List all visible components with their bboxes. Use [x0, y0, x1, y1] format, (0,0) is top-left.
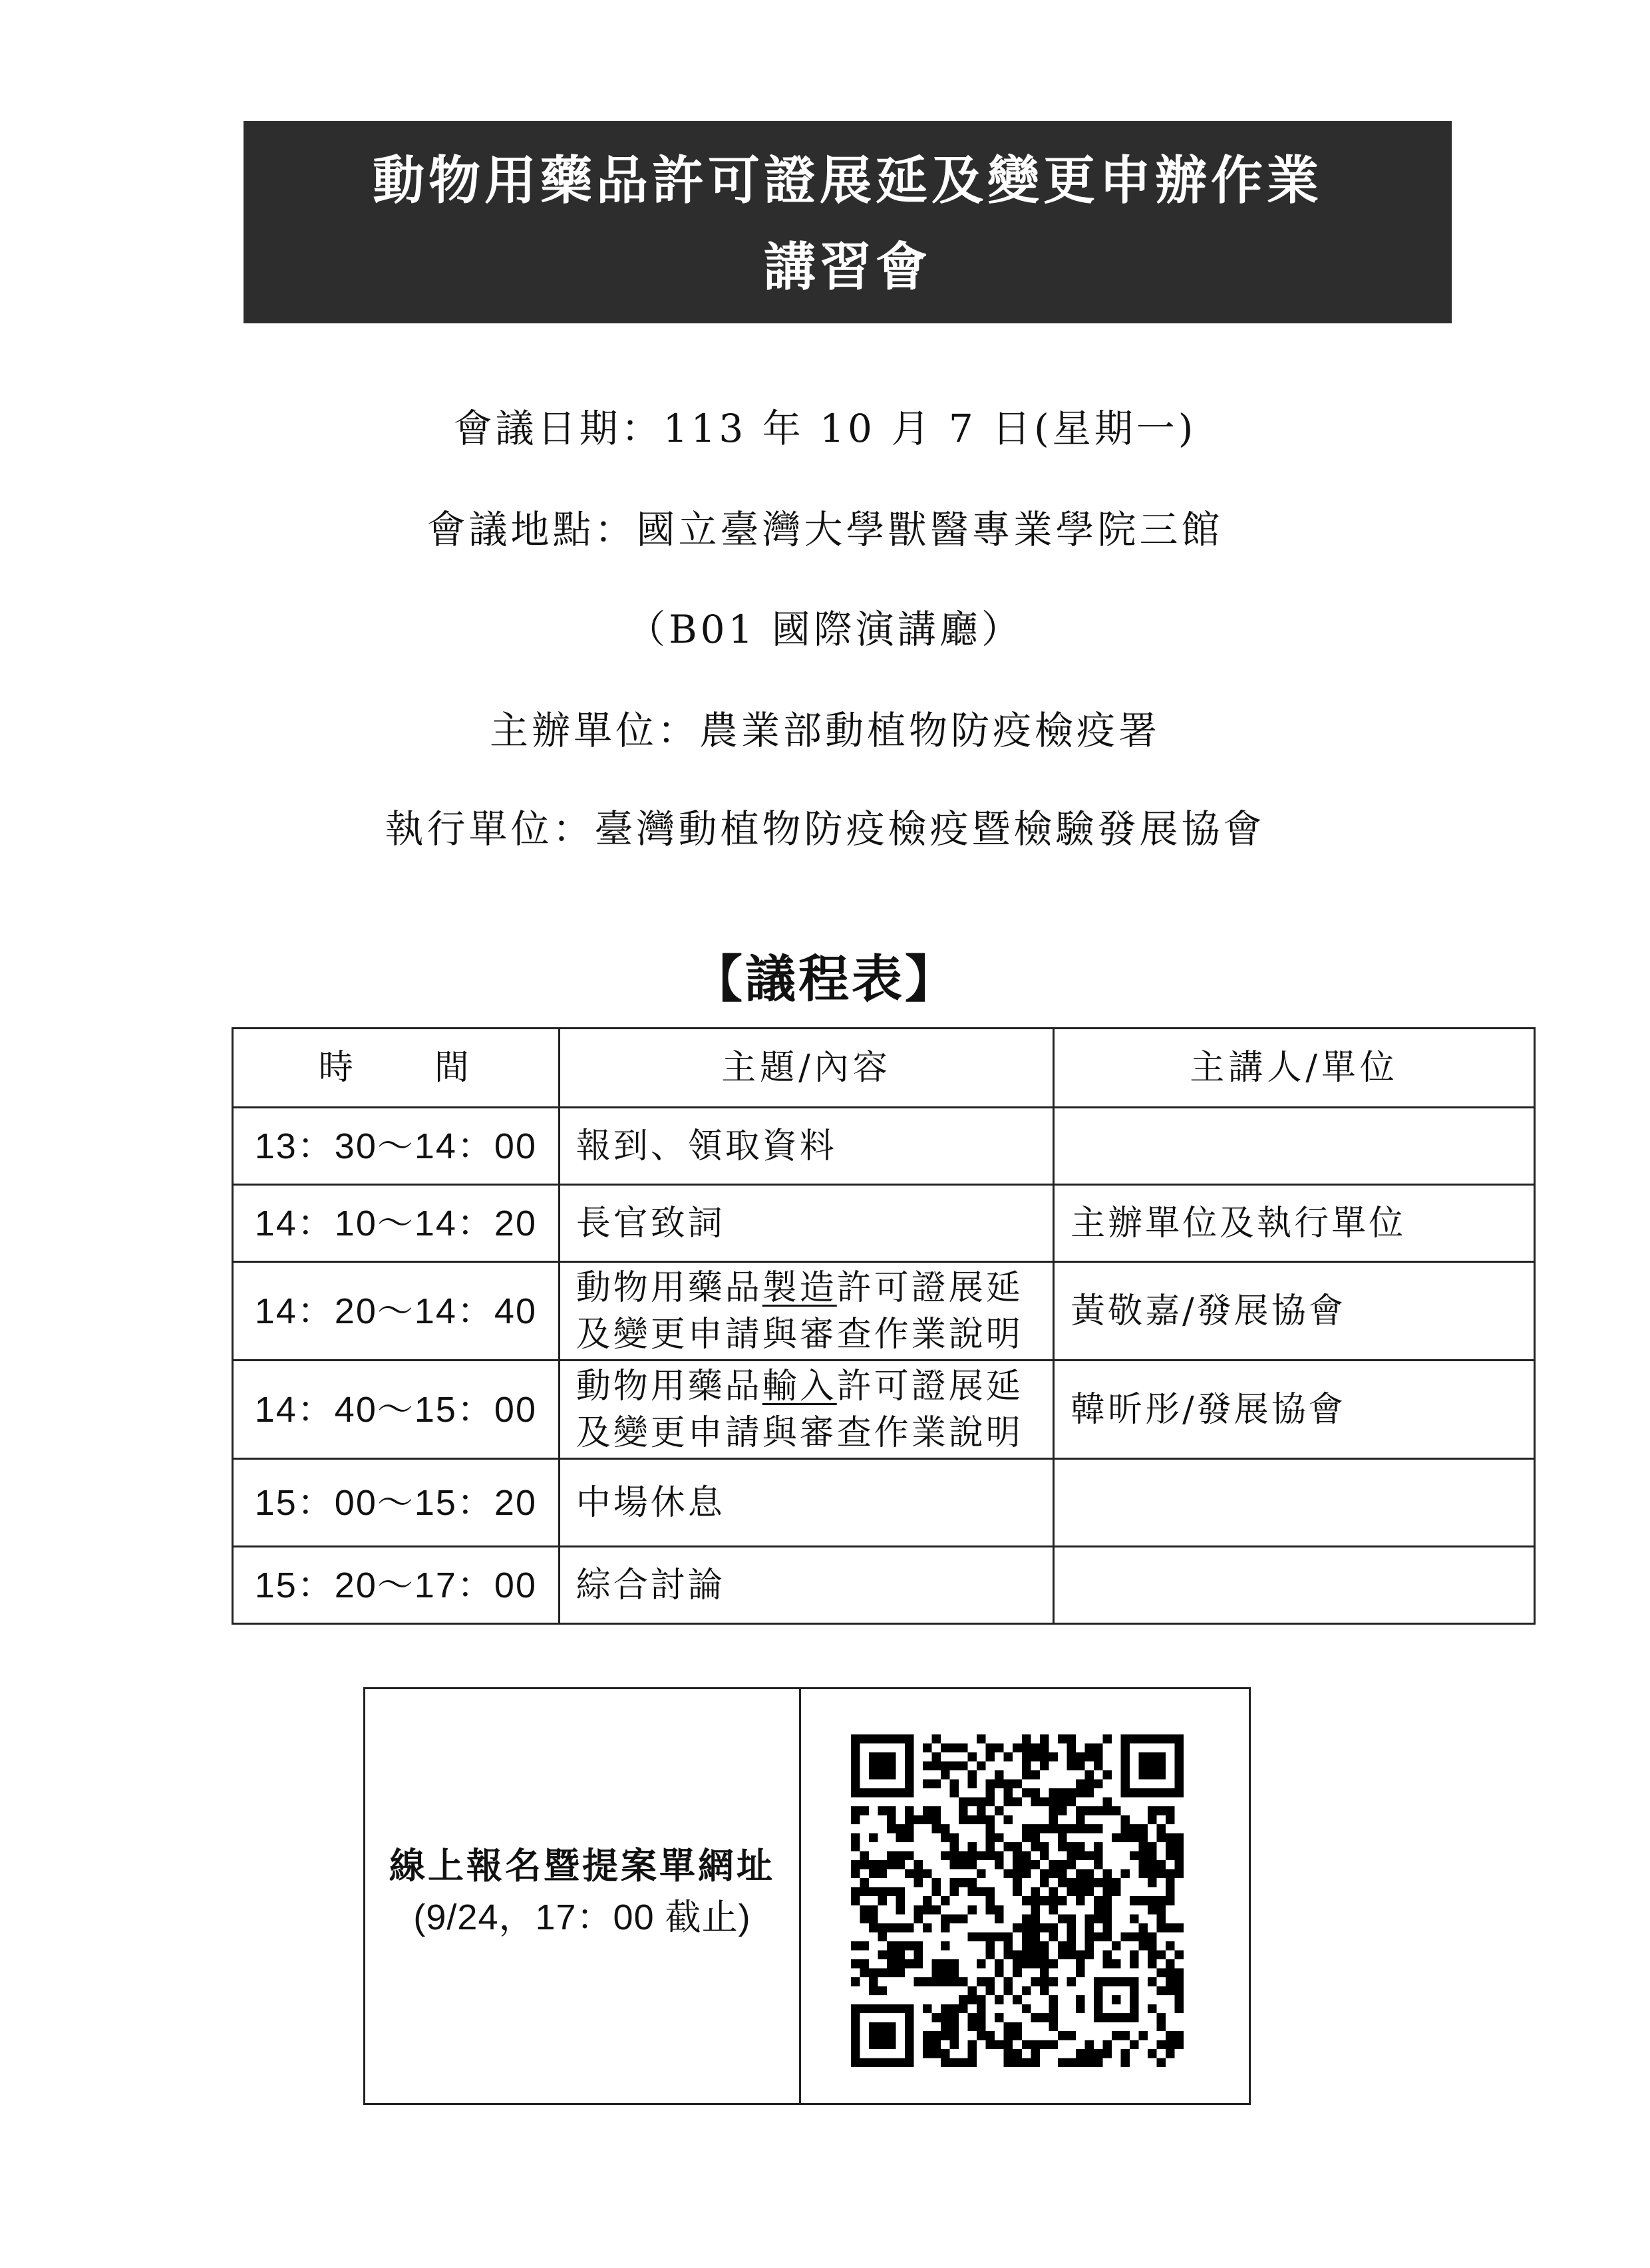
table-row — [233, 1459, 1535, 1547]
header-speaker: 主講人/單位 — [1054, 1029, 1535, 1108]
speaker-cell — [1054, 1459, 1535, 1547]
speaker-cell — [1054, 1108, 1535, 1185]
topic-cell: 綜合討論 — [559, 1547, 1053, 1624]
topic-prefix: 動物用藥品 — [576, 1267, 762, 1308]
topic-emphasis: 製造 — [762, 1267, 837, 1308]
time-cell: 15：00～15：20 — [233, 1459, 560, 1547]
meeting-room: （B01 國際演講廳） — [627, 607, 1023, 652]
time-cell: 13：30～14：00 — [233, 1108, 560, 1185]
topic-emphasis: 輸入 — [762, 1366, 837, 1406]
topic-cell: 中場休息 — [559, 1459, 1053, 1547]
title-banner — [244, 121, 1452, 323]
registration-divider — [799, 1689, 801, 2103]
topic-prefix: 動物用藥品 — [576, 1366, 762, 1406]
registration-text — [365, 1840, 799, 1943]
table-row — [233, 1185, 1535, 1262]
document-title: 動物用藥品許可證展延及變更申辦作業 — [372, 150, 1323, 211]
meeting-venue: 會議地點：國立臺灣大學獸醫專業學院三館 — [426, 507, 1224, 552]
agenda-title: 【議程表】 — [692, 949, 958, 1009]
table-row — [233, 1262, 1535, 1361]
meeting-date: 會議日期：113 年 10 月 7 日(星期一) — [453, 406, 1197, 451]
time-cell: 14：10～14：20 — [233, 1185, 560, 1262]
topic-suffix: 許可證展延及變更申請與審查作業說明 — [576, 1267, 1023, 1355]
topic-cell: 報到、領取資料 — [559, 1108, 1053, 1185]
speaker-cell: 黃敬嘉/發展協會 — [1054, 1262, 1535, 1361]
document-subtitle: 講習會 — [763, 237, 931, 297]
speaker-cell: 主辦單位及執行單位 — [1054, 1185, 1535, 1262]
table-row — [233, 1547, 1535, 1624]
speaker-cell: 韓昕彤/發展協會 — [1054, 1361, 1535, 1459]
table-row — [233, 1108, 1535, 1185]
table-row — [233, 1361, 1535, 1459]
registration-label: 線上報名暨提案單網址 — [389, 1844, 775, 1887]
time-cell: 14：40～15：00 — [233, 1361, 560, 1459]
registration-box — [363, 1687, 1251, 2105]
executor-unit: 執行單位：臺灣動植物防疫檢疫暨檢驗發展協會 — [385, 806, 1265, 852]
header-topic: 主題/內容 — [559, 1029, 1053, 1108]
time-cell: 15：20～17：00 — [233, 1547, 560, 1624]
agenda-header-row — [233, 1029, 1535, 1108]
time-cell: 14：20～14：40 — [233, 1262, 560, 1361]
registration-deadline: (9/24，17：00 截止) — [413, 1897, 751, 1937]
header-time: 時 間 — [233, 1029, 560, 1108]
topic-cell: 長官致詞 — [559, 1185, 1053, 1262]
qr-code-icon[interactable] — [851, 1734, 1184, 2067]
topic-cell — [559, 1361, 1053, 1459]
topic-suffix: 許可證展延及變更申請與審查作業說明 — [576, 1366, 1023, 1453]
topic-cell — [559, 1262, 1053, 1361]
host-unit: 主辦單位：農業部動植物防疫檢疫署 — [489, 708, 1160, 753]
agenda-table — [232, 1027, 1536, 1625]
speaker-cell — [1054, 1547, 1535, 1624]
